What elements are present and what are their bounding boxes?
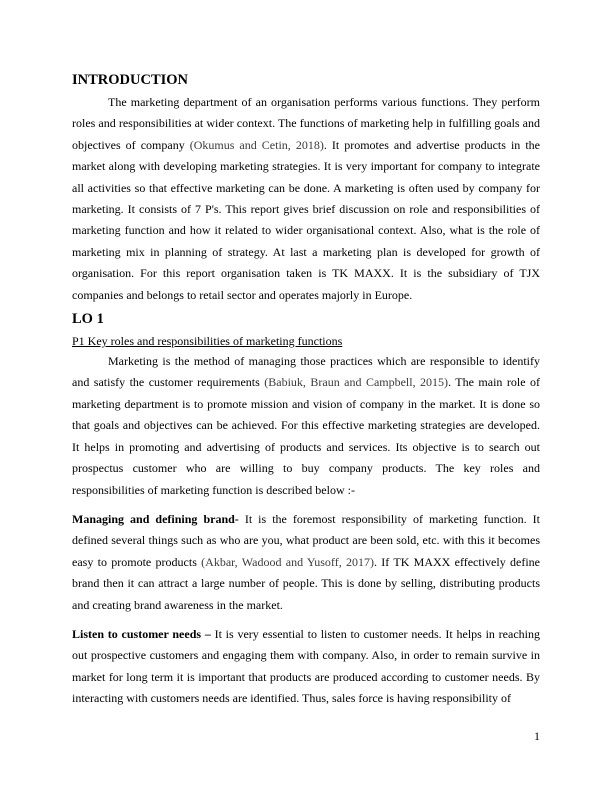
lo1-text-2: . The main role of marketing department is to promote mission and vision of company in the market. It is done so that goals and objectives can be achieved. For this effective marketing strategies are developed. It helps in promoting and advertising of products and services. Its objective is to search out prospectus customer who are willing to buy company products. The key roles and responsibilities of marketing function is described below :- bbox=[72, 375, 540, 497]
p1-subheading: P1 Key roles and responsibilities of marketing functions bbox=[72, 334, 343, 349]
lo1-text-1: Marketing is the method of managing those practices which are responsible to identify and satisfy the customer requirements bbox=[72, 354, 540, 390]
lo1-heading: LO 1 bbox=[72, 311, 104, 328]
citation-babiuk: (Babiuk, Braun and Campbell, 2015) bbox=[264, 375, 449, 390]
citation-akbar: (Akbar, Wadood and Yusoff, 2017) bbox=[201, 554, 374, 569]
listen-text: It is very essential to listen to customer needs. It helps in reaching out prospective customers and engaging them with company. Also, in order to remain survive in market for long term it is important that products are produced according to customer needs. By interacting with customers needs are identified. Thus, sales force is having responsibility of bbox=[72, 626, 540, 706]
citation-okumus: (Okumus and Cetin, 2018) bbox=[189, 137, 324, 152]
brand-lead: Managing and defining brand- bbox=[72, 511, 239, 526]
brand-paragraph bbox=[72, 509, 540, 616]
introduction-text-1: The marketing department of an organisation performs various functions. They perform roles and responsibilities at wider context. The functions of marketing help in fulfilling goals and objectives of company bbox=[72, 95, 540, 152]
listen-lead: Listen to customer needs – bbox=[72, 626, 211, 641]
listen-paragraph bbox=[72, 624, 540, 710]
lo1-paragraph bbox=[72, 351, 540, 501]
brand-text-2: . If TK MAXX effectively define brand then it can attract a large number of people. This is done by selling, distributing products and creating brand awareness in the market. bbox=[72, 554, 540, 612]
page-content bbox=[72, 71, 540, 710]
introduction-heading: INTRODUCTION bbox=[72, 72, 189, 88]
page-number: 1 bbox=[534, 729, 540, 743]
introduction-text-2: . It promotes and advertise products in the market along with developing marketing strategies. It is very important for company to integrate all activities so that effective marketing can be done. A marketing is often used by company for marketing. It consists of 7 P's. This report gives brief discussion on role and responsibilities of marketing function and how it related to wider organisational context. Also, what is the role of marketing mix in planning of strategy. At last a marketing plan is developed for growth of organisation. For this report organisation taken is TK MAXX. It is the subsidiary of TJX companies and belongs to retail sector and operates majorly in Europe. bbox=[72, 137, 540, 302]
brand-text-1: It is the foremost responsibility of marketing function. It defined several things such as who are you, what product are been sold, etc. with this it becomes easy to promote products bbox=[72, 511, 540, 569]
introduction-paragraph bbox=[72, 92, 540, 306]
